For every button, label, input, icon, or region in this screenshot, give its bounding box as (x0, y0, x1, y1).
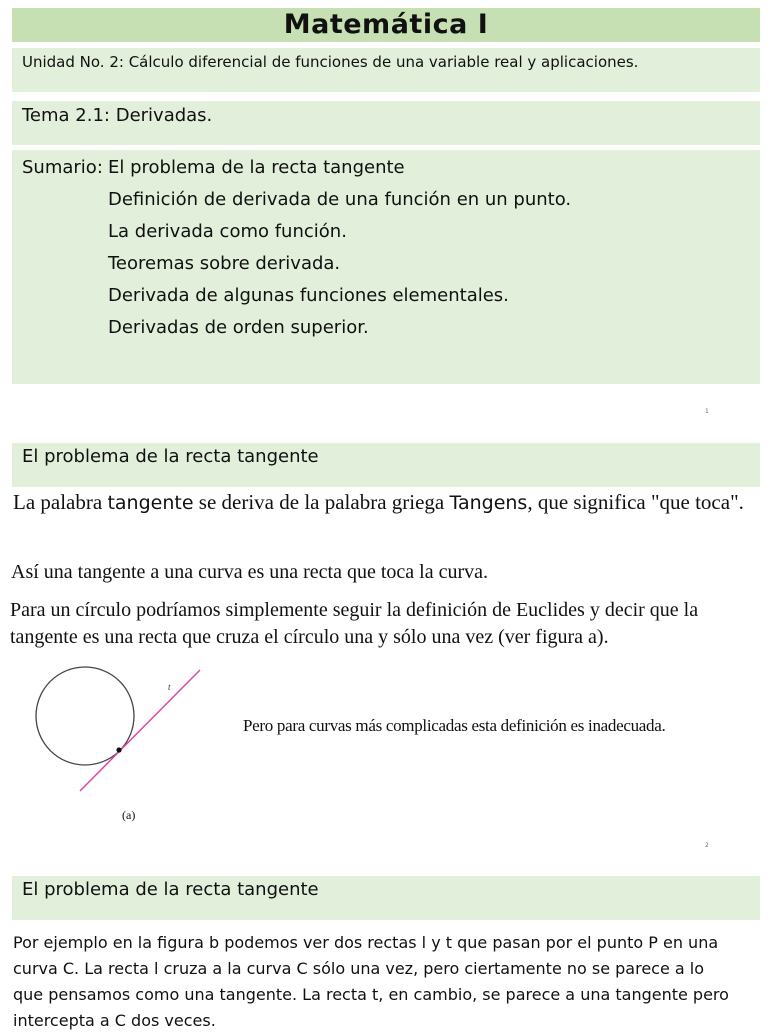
summary-item: Derivada de algunas funciones elementales. (108, 285, 509, 306)
summary-row (22, 313, 750, 345)
term-tangente: tangente (107, 492, 194, 514)
tangent-line (80, 670, 200, 791)
section-heading (12, 876, 760, 920)
theme-text: Tema 2.1: Derivadas. (22, 105, 213, 126)
unit-text: Unidad No. 2: Cálculo diferencial de funciones de una variable real y aplicaciones. (22, 53, 639, 71)
summary-box (12, 150, 760, 384)
summary-row (22, 153, 750, 185)
figure-caption: (a) (122, 808, 136, 822)
theme-box (12, 101, 760, 145)
section-heading-text: El problema de la recta tangente (22, 879, 319, 900)
summary-item: Definición de derivada de una función en un punto. (108, 189, 572, 210)
slide-title: Matemática I (12, 8, 760, 42)
term-tangens: Tangens (449, 492, 528, 514)
paragraph-tangent-origin: La palabra tangente se deriva de la palabra griega Tangens, que significa "que toca". (13, 490, 744, 514)
tangent-point (116, 747, 121, 752)
figure-a-circle-tangent (30, 660, 210, 800)
summary-row (22, 249, 750, 281)
summary-row (22, 185, 750, 217)
section-heading-text: El problema de la recta tangente (22, 446, 319, 467)
summary-item: El problema de la recta tangente (108, 157, 405, 178)
paragraph-tangent-definition: Así una tangente a una curva es una recta que toca la curva. (11, 561, 488, 583)
summary-label: Sumario: (22, 157, 103, 178)
summary-row (22, 281, 750, 313)
paragraph-euclid: Para un círculo podríamos simplemente seguir la definición de Euclides y decir que la tangente es una recta que cruza el círculo una y sólo una vez (ver figura a). (10, 599, 699, 648)
summary-row (22, 217, 750, 249)
page-number: 1 (705, 408, 709, 415)
section-heading (12, 443, 760, 487)
tangent-label: t (168, 682, 171, 692)
paragraph-inadequate: Pero para curvas más complicadas esta definición es inadecuada. (243, 716, 666, 735)
paragraph-figure-b: Por ejemplo en la figura b podemos ver dos rectas l y t que pasan por el punto P en una curva C. La recta l cruza a la curva C sólo una vez, pero ciertamente no se parece a lo que pensamos como una tangente. La recta t, en cambio, se parece a una tangente pero intercepta a C dos veces. (13, 933, 729, 1030)
summary-item: La derivada como función. (108, 221, 347, 242)
page-number: 2 (705, 842, 709, 849)
unit-box (12, 48, 760, 92)
summary-item: Derivadas de orden superior. (108, 317, 369, 338)
summary-item: Teoremas sobre derivada. (108, 253, 341, 274)
